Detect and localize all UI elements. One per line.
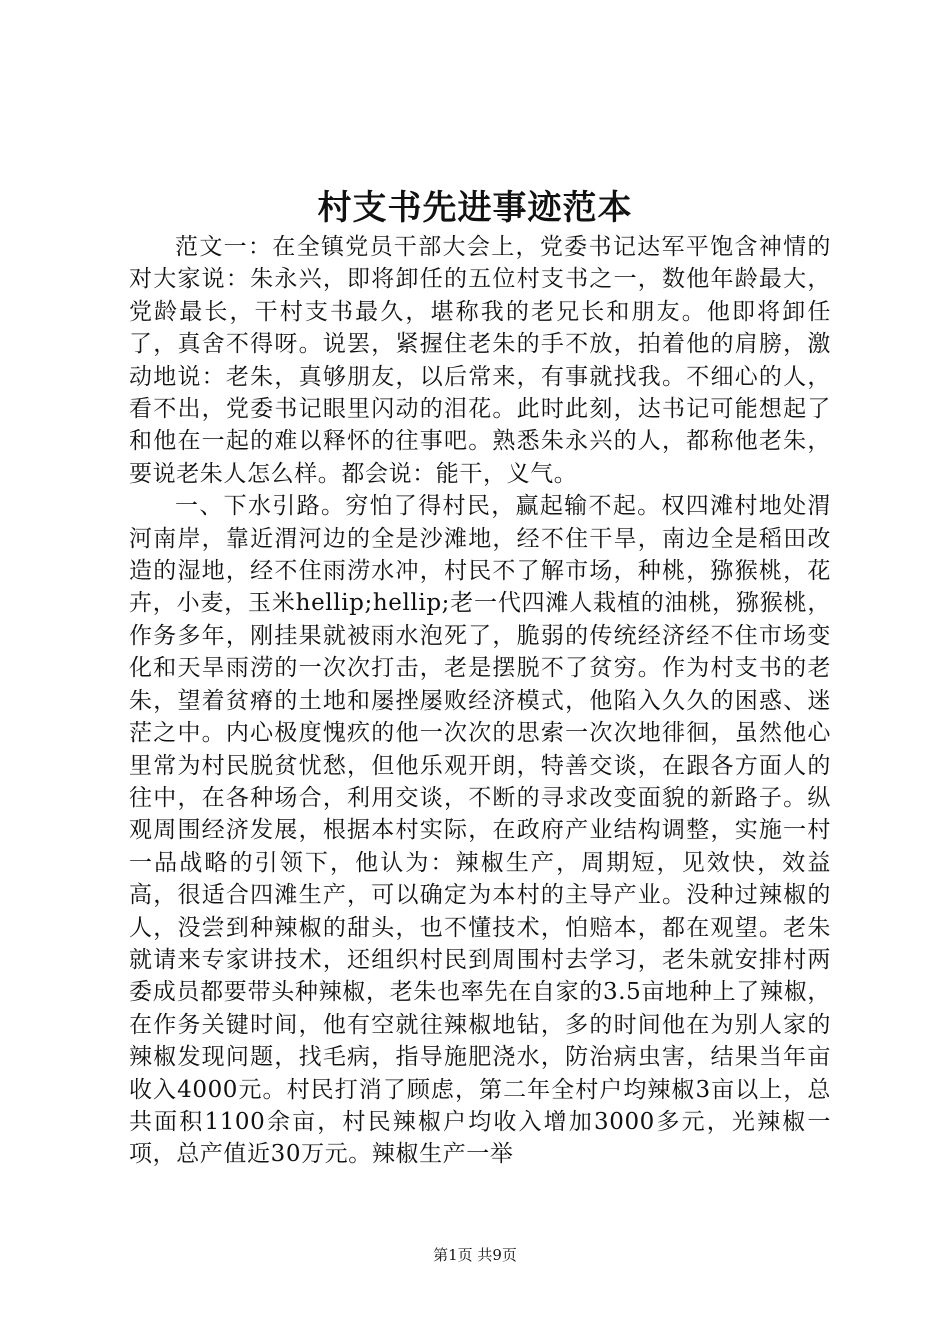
paragraph-intro: 范文一：在全镇党员干部大会上，党委书记达军平饱含神情的对大家说：朱永兴，即将卸任的五位村支书之一，数他年龄最大，党龄最长，干村支书最久，堪称我的老兄长和朋友。他即将卸任了，真舍不得呀。说罢，紧握住老朱的手不放，拍着他的肩膀，激动地说：老朱，真够朋友，以后常来，有事就找我。不细心的人，看不出，党委书记眼里闪动的泪花。此时此刻，达书记可能想起了和他在一起的难以释怀的往事吧。熟悉朱永兴的人，都称他老朱，要说老朱人怎么样。都会说：能干，义气。: [129, 234, 831, 487]
page-number-footer: 第1页 共9页: [433, 1246, 517, 1264]
paragraph-section-one: 一、下水引路。穷怕了得村民，赢起输不起。权四滩村地处渭河南岸，靠近渭河边的全是沙滩地，经不住干旱，南边全是稻田改造的湿地，经不住雨涝水冲，村民不了解市场，种桃，猕猴桃，花卉，小麦，玉米hellip;hellip;老一代四滩人栽植的油桃，猕猴桃，作务多年，刚挂果就被雨水泡死了，脆弱的传统经济经不住市场变化和天旱雨涝的一次次打击，老是摆脱不了贫穷。作为村支书的老朱，望着贫瘠的土地和屡挫屡败经济模式，他陷入久久的困惑、迷茫之中。内心极度愧疚的他一次次的思索一次次地徘徊，虽然他心里常为村民脱贫忧愁，但他乐观开朗，特善交谈，在跟各方面人的往中，在各种场合，利用交谈，不断的寻求改变面貌的新路子。纵观周围经济发展，根据本村实际，在政府产业结构调整，实施一村一品战略的引领下，他认为：辣椒生产，周期短，见效快，效益高，很适合四滩生产，可以确定为本村的主导产业。没种过辣椒的人，没尝到种辣椒的甜头，也不懂技术，怕赔本，都在观望。老朱就请来专家讲技术，还组织村民到周围村去学习，老朱就安排村两委成员都要带头种辣椒，老朱也率先在自家的3.5亩地种上了辣椒，在作务关键时间，他有空就往辣椒地钻，多的时间他在为别人家的辣椒发现问题，找毛病，指导施肥浇水，防治病虫害，结果当年亩收入4000元。村民打消了顾虑，第二年全村户均辣椒3亩以上，总共面积1100余亩，村民辣椒户均收入增加3000多元，光辣椒一项，总产值近30万元。辣椒生产一举: [129, 493, 831, 1168]
document-body: [129, 231, 831, 1171]
document-title: 村支书先进事迹范本: [317, 188, 633, 228]
